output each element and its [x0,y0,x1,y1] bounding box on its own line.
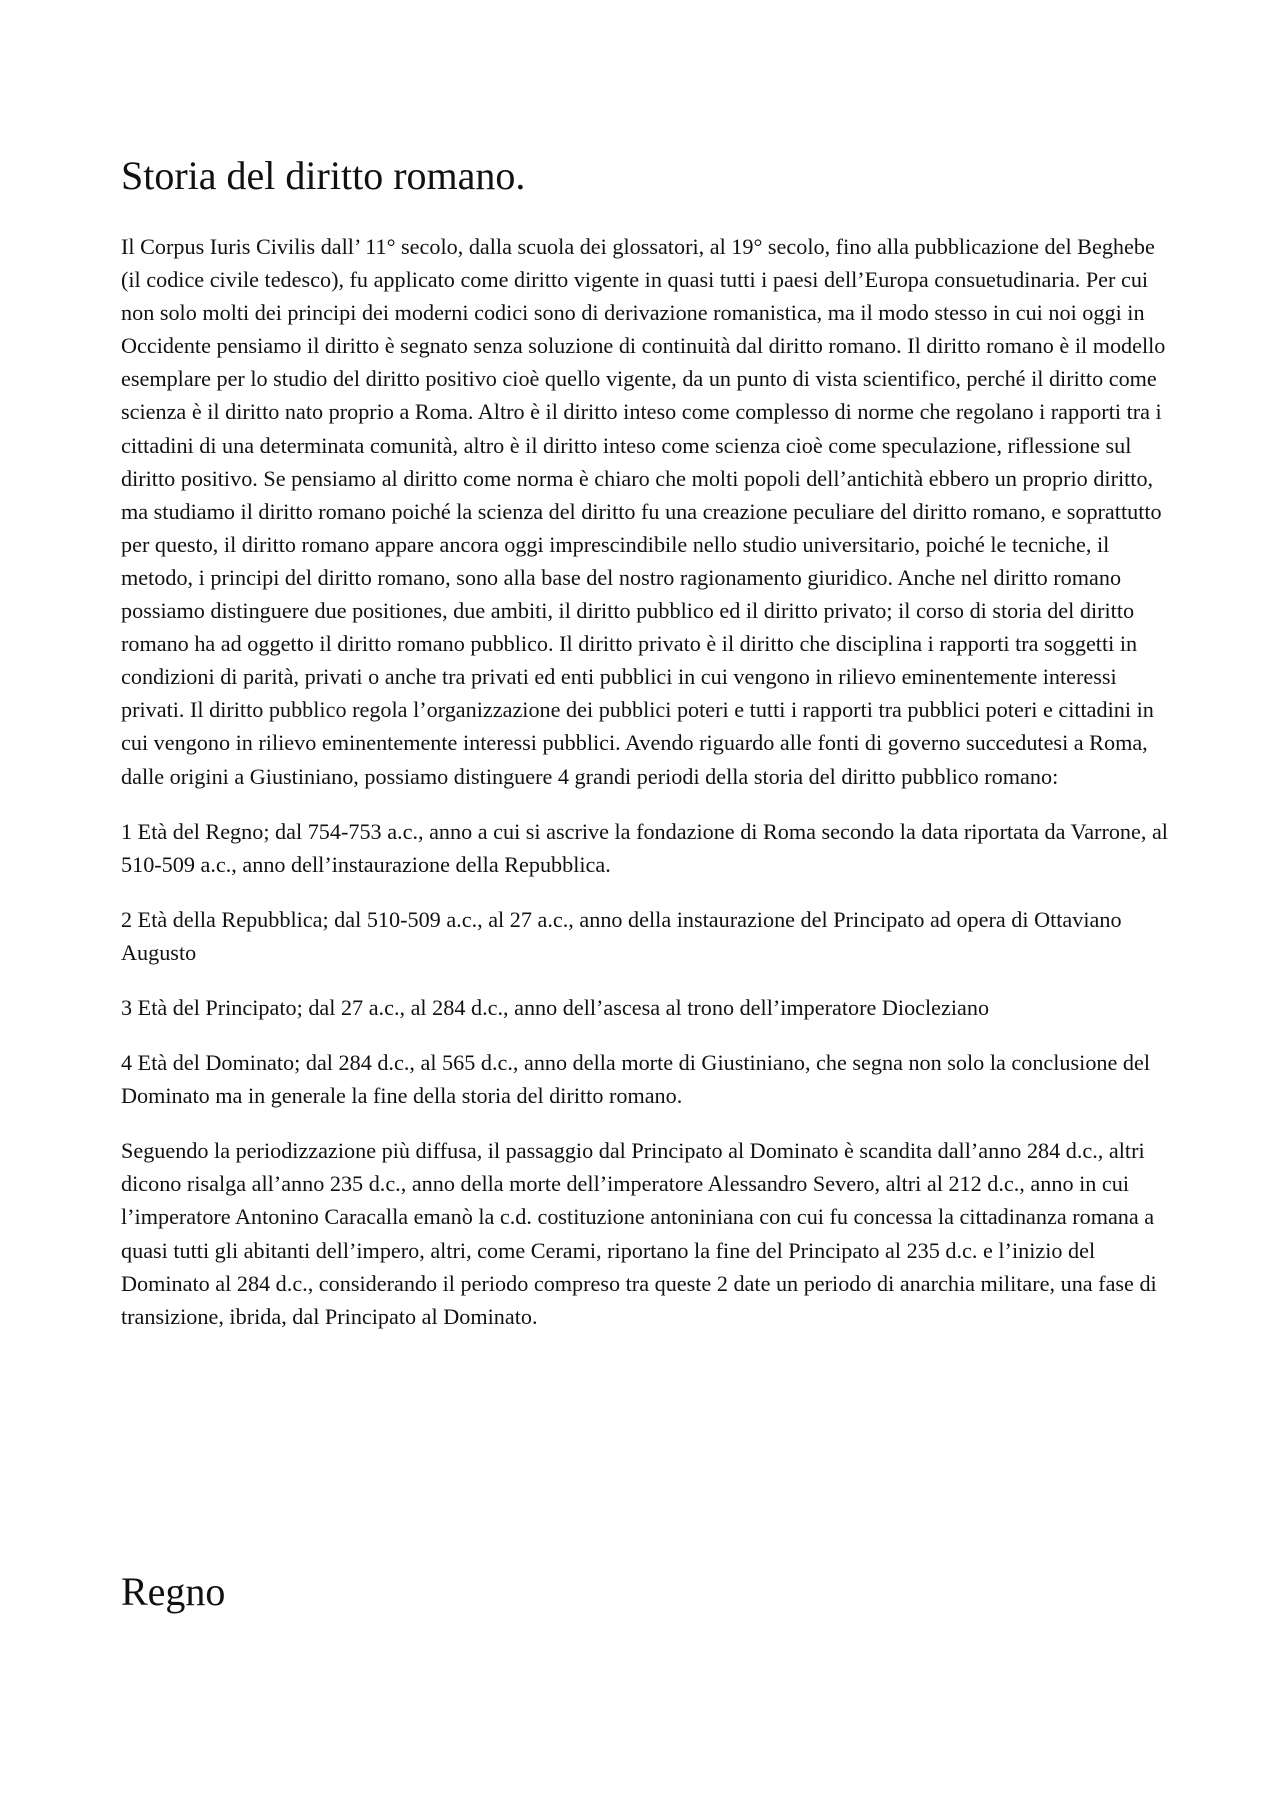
document-body [121,230,1171,1355]
section-heading-regno: Regno [121,1569,226,1614]
period-item-regno: 1 Età del Regno; dal 754-753 a.c., anno a cui si ascrive la fondazione di Roma secondo la data riportata da Varrone, al 510-509 a.c., anno dell’instaurazione della Repubblica. [121,818,1168,877]
periodization-paragraph: Seguendo la periodizzazione più diffusa, il passaggio dal Principato al Dominato è scandita dall’anno 284 d.c., altri dicono risalga all’anno 235 d.c., anno della morte dell’imperatore Alessandro Severo, altri al 212 d.c., anno in cui l’imperatore Antonino Caracalla emanò la c.d. costituzione antoniniana con cui fu concessa la cittadinanza romana a quasi tutti gli abitanti dell’impero, altri, come Cerami, riportano la fine del Principato al 235 d.c. e l’inizio del Dominato al 284 d.c., considerando il periodo compreso tra queste 2 date un periodo di anarchia militare, una fase di transizione, ibrida, dal Principato al Dominato. [121,1138,1157,1329]
page-title: Storia del diritto romano. [121,153,526,198]
intro-paragraph: Il Corpus Iuris Civilis dall’ 11° secolo, dalla scuola dei glossatori, al 19° secolo, fino alla pubblicazione del Beghebe (il codice civile tedesco), fu applicato come diritto vigente in quasi tutti i paesi dell’Europa consuetudinaria. Per cui non solo molti dei principi dei moderni codici sono di derivazione romanistica, ma il modo stesso in cui noi oggi in Occidente pensiamo il diritto è segnato senza soluzione di continuità dal diritto romano. Il diritto romano è il modello esemplare per lo studio del diritto positivo cioè quello vigente, da un punto di vista scientifico, perché il diritto come scienza è il diritto nato proprio a Roma. Altro è il diritto inteso come complesso di norme che regolano i rapporti tra i cittadini di una determinata comunità, altro è il diritto inteso come scienza cioè come speculazione, riflessione sul diritto positivo. Se pensiamo al diritto come norma è chiaro che molti popoli dell’antichità ebbero un proprio diritto, ma studiamo il diritto romano poiché la scienza del diritto fu una creazione peculiare del diritto romano, e soprattutto per questo, il diritto romano appare ancora oggi imprescindibile nello studio universitario, poiché le tecniche, il metodo, i principi del diritto romano, sono alla base del nostro ragionamento giuridico. Anche nel diritto romano possiamo distinguere due positiones, due ambiti, il diritto pubblico ed il diritto privato; il corso di storia del diritto romano ha ad oggetto il diritto romano pubblico. Il diritto privato è il diritto che disciplina i rapporti tra soggetti in condizioni di parità, privati o anche tra privati ed enti pubblici in cui vengono in rilievo eminentemente interessi privati. Il diritto pubblico regola l’organizzazione dei pubblici poteri e tutti i rapporti tra pubblici poteri e cittadini in cui vengono in rilievo eminentemente interessi pubblici. Avendo riguardo alle fonti di governo succedutesi a Roma, dalle origini a Giustiniano, possiamo distinguere 4 grandi periodi della storia del diritto pubblico romano: [121,234,1166,789]
period-item-principato: 3 Età del Principato; dal 27 a.c., al 284 d.c., anno dell’ascesa al trono dell’imperatore Diocleziano [121,994,990,1020]
period-item-repubblica: 2 Età della Repubblica; dal 510-509 a.c., al 27 a.c., anno della instaurazione del Principato ad opera di Ottaviano Augusto [121,906,1122,965]
period-item-dominato: 4 Età del Dominato; dal 284 d.c., al 565 d.c., anno della morte di Giustiniano, che segna non solo la conclusione del Dominato ma in generale la fine della storia del diritto romano. [121,1050,1151,1109]
